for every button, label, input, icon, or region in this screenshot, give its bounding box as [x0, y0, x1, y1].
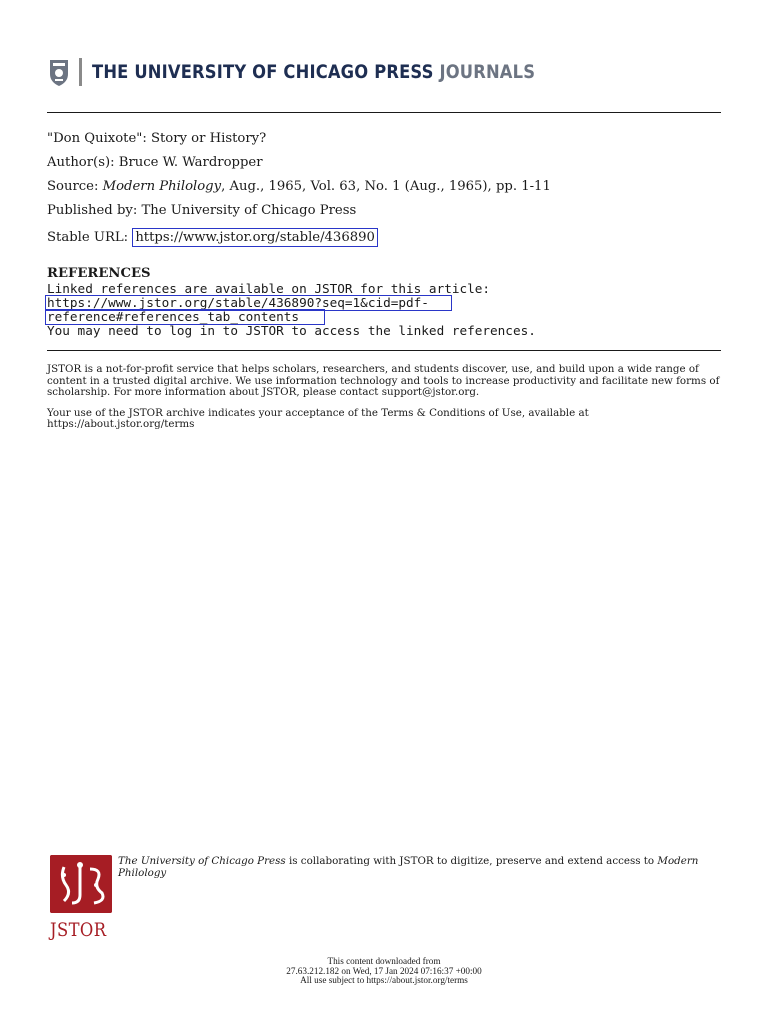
jstor-notice — [47, 364, 723, 440]
header-divider — [47, 112, 721, 113]
chicago-press-crest-icon — [47, 57, 71, 87]
publisher-value: The University of Chicago Press — [141, 203, 357, 218]
download-line-3: All use subject to https://about.jstor.org/terms — [300, 975, 468, 986]
source-details: , Aug., 1965, Vol. 63, No. 1 (Aug., 1965), pp. 1-11 — [221, 179, 551, 194]
references-divider — [47, 350, 721, 351]
references-section — [47, 266, 727, 338]
notice-paragraph-2: Your use of the JSTOR archive indicates your acceptance of the Terms & Conditions of Use, available at https://about.jstor.org/terms — [47, 406, 589, 431]
references-body — [47, 282, 727, 338]
stable-url-link[interactable]: https://www.jstor.org/stable/436890 — [132, 228, 378, 247]
source-row — [47, 175, 727, 199]
collaboration-note — [118, 856, 728, 879]
stable-url-label: Stable URL: — [47, 230, 129, 245]
notice-paragraph-1: JSTOR is a not-for-profit service that helps scholars, researchers, and students discover, use, and build upon a wide range of content in a trusted digital archive. We use information technology and tools to increase productivity and facilitate new forms of scholarship. For more information about JSTOR, please contact support@jstor.org. — [47, 363, 720, 399]
publisher-header — [47, 56, 607, 88]
press-title — [92, 61, 535, 83]
download-line-2: 27.63.212.182 on Wed, 17 Jan 2024 07:16:37 +00:00 — [286, 965, 482, 976]
references-link-line-1[interactable] — [47, 296, 727, 310]
collab-journal: Modern Philology — [118, 855, 699, 879]
authors-row — [47, 151, 727, 175]
journal-name: Modern Philology — [102, 179, 222, 194]
press-name: THE UNIVERSITY OF CHICAGO PRESS — [92, 61, 434, 83]
references-heading: REFERENCES — [47, 266, 151, 281]
publisher-label: Published by: — [47, 203, 138, 218]
references-link-text-1[interactable]: https://www.jstor.org/stable/436890?seq=1&cid=pdf- — [47, 295, 429, 310]
references-link-text-2[interactable]: reference#references_tab_contents — [47, 309, 300, 324]
jstor-wordmark: JSTOR — [50, 919, 107, 941]
authors-value: Bruce W. Wardropper — [118, 155, 263, 170]
source-label: Source: — [47, 179, 99, 194]
logo-divider — [79, 58, 82, 86]
authors-label: Author(s): — [47, 155, 115, 170]
references-link-line-2[interactable] — [47, 310, 727, 324]
references-intro: Linked references are available on JSTOR for this article: — [47, 281, 491, 296]
jstor-seal-icon — [50, 855, 112, 913]
login-note: You may need to log in to JSTOR to access the linked references. — [47, 323, 536, 338]
journals-label: JOURNALS — [439, 61, 536, 83]
download-line-1: This content downloaded from — [327, 956, 441, 966]
article-title: "Don Quixote": Story or History? — [47, 131, 267, 146]
collab-text: is collaborating with JSTOR to digitize, preserve and extend access to — [285, 855, 658, 867]
stable-url-row — [47, 226, 727, 250]
jstor-logo — [50, 855, 116, 941]
article-metadata — [47, 127, 727, 250]
download-notice — [0, 957, 768, 986]
publisher-row — [47, 199, 727, 223]
collab-press: The University of Chicago Press — [118, 855, 286, 867]
